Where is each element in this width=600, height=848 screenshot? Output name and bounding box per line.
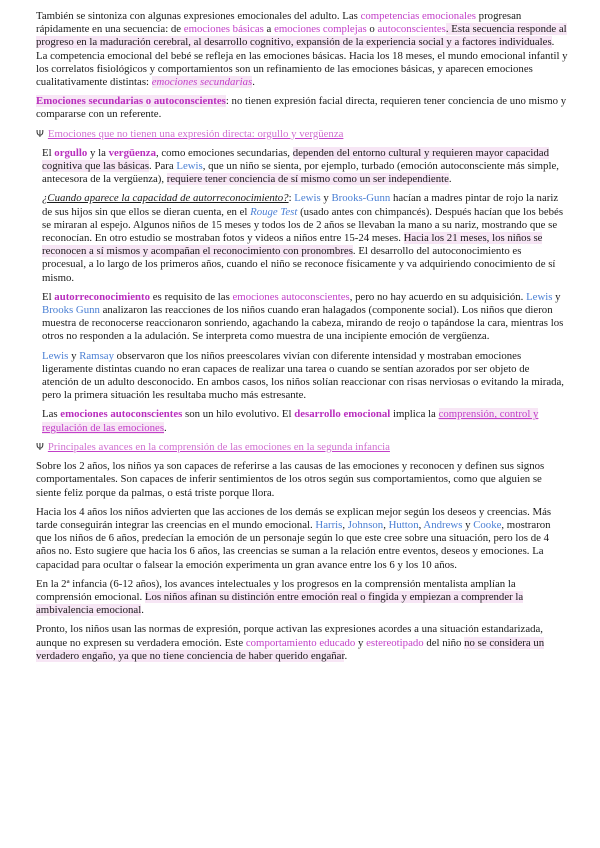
paragraph-dos-anos: Sobre los 2 años, los niños ya son capaces de referirse a las causas de las emociones y reconocen y definen sus signos comportamentales. Son capaces de inferir sentimientos de los otros según sus comportamientos, como que alguien se siente feliz porque da palmas, o está triste porque llora. [36, 460, 545, 499]
author-andrews: Andrews [423, 518, 463, 531]
author-lewis: Lewis [176, 160, 203, 173]
paragraph-normas-expresion: Pronto, los niños usan las normas de expresión, porque activan las expresiones acordes a una situación estandarizada, aunque no expresen su verdadera emoción. Este comportamiento educado y estereotipado del niño no se considera un verdadero engaño, ya que no tiene conciencia de haber querido engañar. [36, 623, 545, 662]
paragraph-definition: Emociones secundarias o autoconscientes: no tienen expresión facial directa, requieren tener conciencia de uno mismo y compararse con un referente. [36, 95, 567, 121]
paragraph-segunda-infancia: En la 2ª infancia (6-12 años), los avances intelectuales y los progresos en la comprensión mentalista amplían la comprensión emocional. Los niños afinan su distinción entre emoción real o fingida y empiezan a comprender la ambivalencia emocional. [36, 577, 524, 617]
term-orgullo: orgullo [54, 146, 88, 159]
term-rouge-test: Rouge Test [250, 205, 298, 218]
term-secundarias-autoconscientes: Emociones secundarias o autoconscientes [36, 95, 226, 108]
author-lewis: Lewis [526, 290, 553, 303]
term-emociones-complejas: emociones complejas [274, 23, 367, 36]
author-lewis: Lewis [42, 349, 69, 362]
paragraph-autorreconocimiento: El autorreconocimiento es requisito de las emociones autoconscientes, pero no hay acuerdo en su adquisición. Lewis y Brooks Gunn analizaron las reacciones de los niños cuando eran halagados (componente social). Los niños que dieron muestra de reconocerse reaccionaron sonriendo, agachando la cabeza, mirando de reojo o tapándose la cara, mientras los otros no responden a la adulación. Se interpreta como muestra de una incipiente emoción de vergüenza. [42, 290, 564, 343]
term-emociones-basicas: emociones básicas [183, 23, 264, 36]
term-verguenza: vergüenza [108, 146, 156, 159]
psi-bullet-icon: Ψ [36, 441, 44, 453]
paragraph-lewis-ramsay: Lewis y Ramsay observaron que los niños preescolares vivían con diferente intensidad y mostraban emociones ligeramente distintas cuando no eran capaces de realizar una tarea o cuando se sentían azorados por ser objeto de atención de un adulto desconocido. En ambos casos, los niños solían reaccionar con risas nerviosas o evitando la mirada, pero la primera situación les resultaba mucho más estresante. [42, 349, 565, 402]
author-ramsay: Ramsay [79, 349, 114, 362]
document-page [36, 10, 568, 669]
author-johnson: Johnson [347, 518, 384, 531]
term-autoconscientes: autoconscientes [377, 23, 446, 36]
term-emociones-autoconscientes: emociones autoconscientes [60, 408, 183, 421]
author-cooke: Cooke [473, 518, 502, 531]
term-competencias-emocionales: competencias emocionales [360, 10, 476, 22]
author-lewis: Lewis [294, 192, 321, 205]
question-label: ¿Cuando aparece la capacidad de autorreconocimiento? [42, 192, 289, 205]
paragraph-autorreconocimiento-question: ¿Cuando aparece la capacidad de autorreconocimiento?: Lewis y Brooks-Gunn hacían a madres pintar de rojo la nariz de sus hijos sin que ellos se dieran cuenta, en el Rouge Test (usado antes con chimpancés). Después hacían que los bebés se miraran al espejo. Algunos niños de 15 meses y todos los de 2 años se llevaban la mano a su nariz, mostrando que se reconocían. En otro estudio se mostraban fotos y videos a niños entre 15-24 meses. Hacia los 21 meses, los niños se reconocen a sí mismos y acompañan el reconocimiento con pronombres. El desarrollo del autoconocimiento es procesual, a lo largo de los primeros años, cuando el niño se reconoce físicamente y va adquiriendo conocimiento de sí mismo. [42, 192, 564, 284]
paragraph-cuatro-anos: Hacia los 4 años los niños advierten que las acciones de los demás se explican mejor según los deseos y creencias. Más tarde conseguirán integrar las creencias en el mundo emocional. Harris, Johnson, Hutton, Andrews y Cooke, mostraron que los niños de 6 años, predecían la emoción de un personaje según lo que este cree sobre una situación, pero los de 4 años no. Esto sugiere que hacia los 6 años, las creencias se suman a la relación entre eventos, deseos y emociones. La capacidad para ocultar o falsear la emoción experimenta un gran avance entre los 6 y los 10 años. [36, 505, 552, 571]
author-harris: Harris [315, 518, 343, 531]
psi-bullet-icon: Ψ [36, 128, 44, 140]
term-estereotipado: estereotipado [366, 636, 424, 649]
term-desarrollo-emocional: desarrollo emocional [294, 408, 391, 421]
term-emociones-autoconscientes: emociones autoconscientes [232, 290, 350, 303]
term-comportamiento-educado: comportamiento educado [245, 636, 356, 649]
term-emociones-secundarias: emociones secundarias [151, 76, 253, 89]
section-heading-segunda-infancia: Ψ Principales avances en la comprensión de las emociones en la segunda infancia [36, 440, 390, 453]
author-brooks-gunn: Brooks-Gunn [331, 192, 391, 205]
paragraph-orgullo: El orgullo y la vergüenza, como emociones secundarias, dependen del entorno cultural y requieren mayor capacidad cognitiva que las básicas. Para Lewis, que un niño se sienta, por ejemplo, turbado (emoción autoconsciente más simple, antecesora de la vergüenza), requiere tener conciencia de sí mismo como un ser independiente. [42, 146, 559, 186]
author-hutton: Hutton [388, 518, 419, 531]
paragraph-hilo-evolutivo: Las emociones autoconscientes son un hilo evolutivo. El desarrollo emocional implica la comprensión, control y regulación de las emociones. [42, 408, 539, 434]
term-autorreconocimiento: autorreconocimiento [54, 290, 151, 303]
paragraph-intro: También se sintoniza con algunas expresiones emocionales del adulto. Las competencias emocionales progresan rápidamente en una secuencia: de emociones básicas a emociones complejas o autoconscientes. Esta secuencia responde al progreso en la maduración cerebral, al desarrollo cognitivo, expansión de la experiencia social y a factores individuales. La competencia emocional del bebé se refleja en las emociones básicas. Hacia los 18 meses, el mundo emocional infantil y los correlatos fisiológicos y comportamientos son un refinamiento de las emociones básicas, y aparecen emociones cualitativamente distintas: emociones secundarias. [36, 10, 568, 89]
term-comprension-control: comprensión, control y regulación de las emociones [42, 408, 539, 434]
section-heading-orgullo: Ψ Emociones que no tienen una expresión directa: orgullo y vergüenza [36, 127, 344, 140]
highlight-maduracion: . Esta secuencia responde al progreso en la maduración cerebral, al desarrollo cognitivo, expansión de la experiencia social y a factores individuales [36, 23, 567, 49]
author-brooks-gunn: Brooks Gunn [42, 304, 100, 317]
